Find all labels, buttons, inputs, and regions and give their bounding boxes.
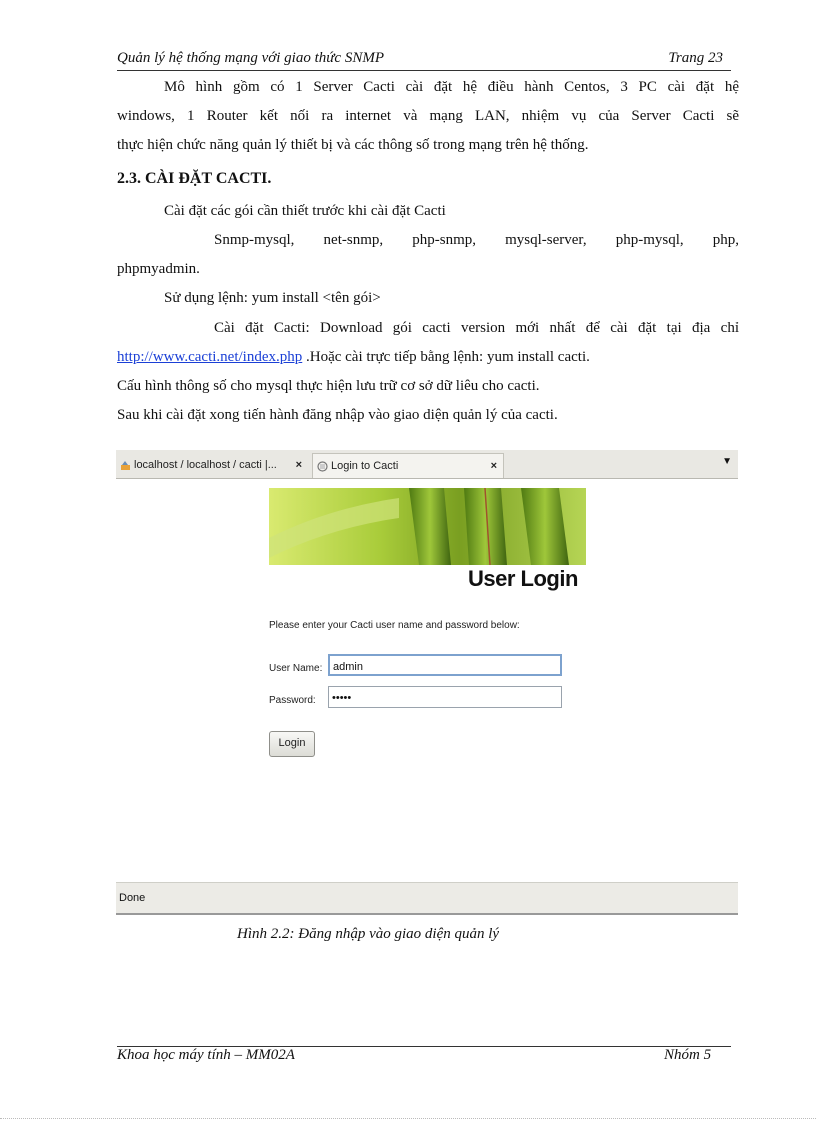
close-icon[interactable]: × bbox=[295, 459, 302, 471]
footer-left: Khoa học máy tính – MM02A bbox=[117, 1047, 295, 1063]
figure-caption: Hình 2.2: Đăng nhập vào giao diện quản lý bbox=[237, 926, 500, 942]
status-text: Done bbox=[119, 892, 146, 904]
cacti-login-screenshot bbox=[116, 450, 738, 915]
paragraph-3: Sử dụng lệnh: yum install <tên gói> bbox=[164, 290, 381, 306]
page-icon bbox=[317, 461, 328, 472]
tab-login-to-cacti-label: Login to Cacti bbox=[331, 460, 399, 472]
intro-line-1: Mô hình gồm có 1 Server Cacti cài đặt hệ điều hành Centos, 3 PC cài đặt hệ bbox=[164, 79, 739, 95]
footer-rule bbox=[117, 1036, 731, 1047]
paragraph-6: Sau khi cài đặt xong tiến hành đăng nhập vào giao diện quản lý của cacti. bbox=[117, 407, 558, 423]
login-button[interactable]: Login bbox=[269, 731, 315, 757]
username-label: User Name: bbox=[269, 663, 323, 674]
header-page-number: Trang 23 bbox=[668, 50, 723, 66]
footer-right: Nhóm 5 bbox=[664, 1047, 712, 1063]
page-header bbox=[117, 48, 731, 71]
password-label: Password: bbox=[269, 695, 316, 706]
page-bottom-divider bbox=[0, 1118, 816, 1119]
username-input[interactable]: admin bbox=[328, 654, 562, 676]
section-heading: 2.3. CÀI ĐẶT CACTI. bbox=[117, 170, 272, 187]
paragraph-4-line-2 bbox=[117, 343, 739, 372]
tab-phpmyadmin-label: localhost / localhost / cacti |... bbox=[134, 459, 277, 471]
cacti-banner-image bbox=[269, 488, 586, 565]
paragraph-4-line-1: Cài đặt Cacti: Download gói cacti version mới nhất để cài đặt tại địa chỉ bbox=[214, 320, 739, 336]
tab-list-dropdown-icon[interactable]: ▼ bbox=[722, 456, 732, 467]
paragraph-2-line-1: Snmp-mysql, net-snmp, php-snmp, mysql-server, php-mysql, php, bbox=[214, 232, 739, 248]
user-login-title: User Login bbox=[468, 566, 578, 591]
password-input[interactable]: ••••• bbox=[328, 686, 562, 708]
close-icon[interactable]: × bbox=[490, 460, 497, 472]
phpmyadmin-favicon-icon bbox=[120, 460, 131, 471]
paragraph-1: Cài đặt các gói cần thiết trước khi cài đặt Cacti bbox=[164, 203, 446, 219]
browser-status-bar bbox=[116, 882, 738, 915]
cacti-url-link[interactable]: http://www.cacti.net/index.php bbox=[117, 349, 303, 365]
intro-line-3: thực hiện chức năng quản lý thiết bị và các thông số trong mạng trên hệ thống. bbox=[117, 137, 589, 153]
browser-tab-bar bbox=[116, 450, 738, 479]
tab-login-to-cacti[interactable] bbox=[312, 453, 504, 478]
paragraph-2-line-2: phpmyadmin. bbox=[117, 261, 200, 277]
paragraph-5: Cấu hình thông số cho mysql thực hiện lưu trữ cơ sở dữ liêu cho cacti. bbox=[117, 378, 540, 394]
intro-line-2: windows, 1 Router kết nối ra internet và mạng LAN, nhiệm vụ của Server Cacti sẽ bbox=[117, 108, 739, 124]
header-title: Quản lý hệ thống mạng với giao thức SNMP bbox=[117, 50, 384, 66]
tab-phpmyadmin[interactable] bbox=[116, 453, 308, 477]
paragraph-4-rest: .Hoặc cài trực tiếp bằng lệnh: yum install cacti. bbox=[302, 349, 590, 365]
login-prompt: Please enter your Cacti user name and password below: bbox=[269, 620, 520, 631]
